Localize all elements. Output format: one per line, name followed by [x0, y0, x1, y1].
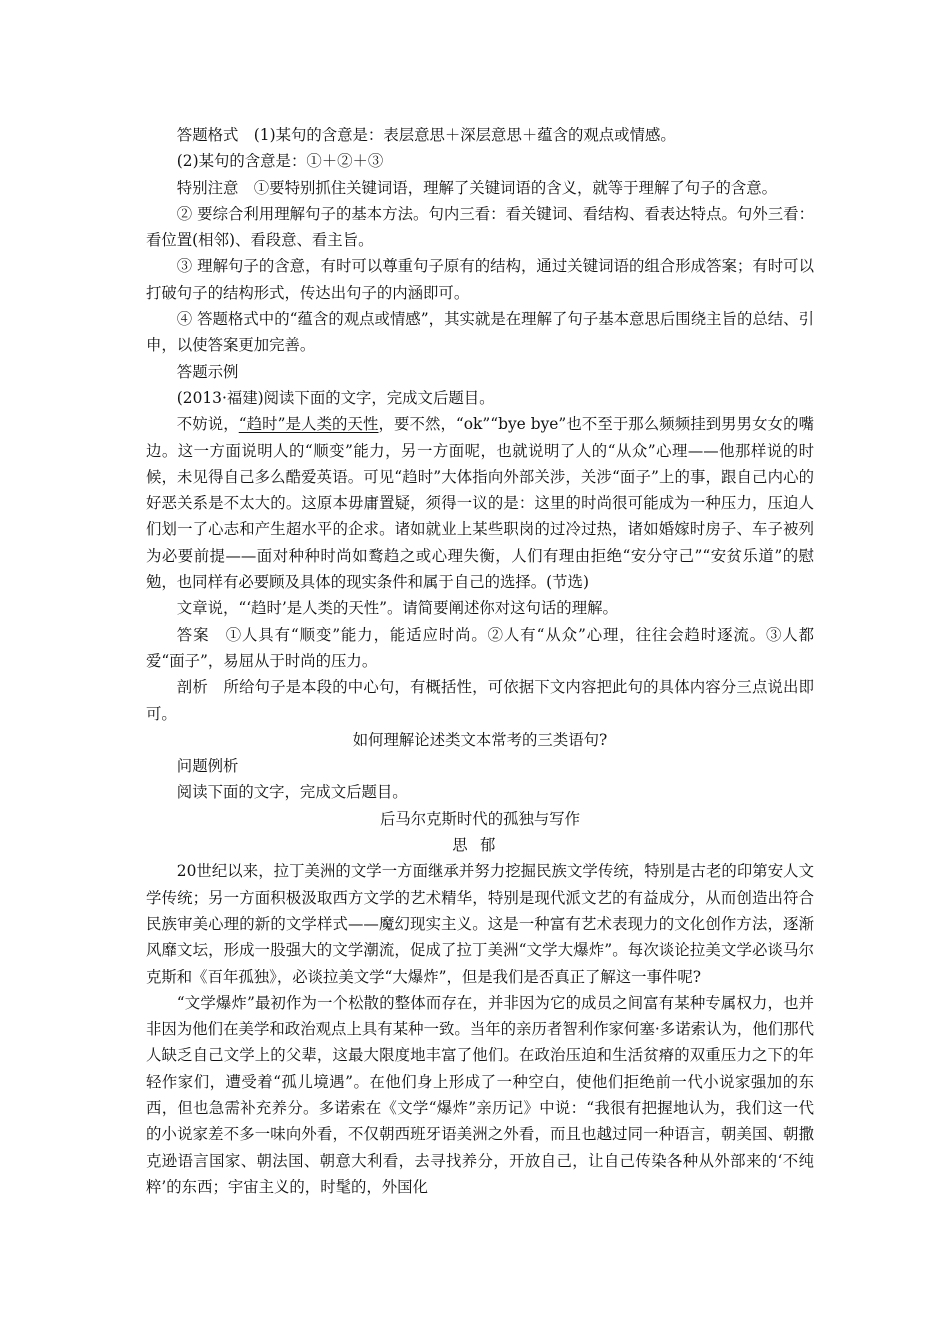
reading-instruction: 阅读下面的文字，完成文后题目。	[176, 783, 408, 802]
underlined-sentence: “趋时”是人类的天性	[238, 415, 379, 434]
special-note-2: ② 要综合利用理解句子的基本方法。句内三看：看关键词、看结构、看表达特点。句外三看：看位置(相邻)、看段意、看主旨。	[146, 204, 814, 250]
answer-format-1: 答题格式 (1)某句的含意是：表层意思＋深层意思＋蕴含的观点或情感。	[176, 126, 676, 144]
answer-format-label: 答题格式	[176, 126, 239, 144]
answer-label: 答案	[176, 625, 210, 644]
section-heading: 如何理解论述类文本常考的三类语句?	[352, 730, 608, 749]
problem-label: 问题例析	[176, 757, 239, 776]
special-note-label: 特别注意	[176, 178, 239, 197]
special-note-4: ④ 答题格式中的“蕴含的观点或情感”，其实就是在理解了句子基本意思后围绕主旨的总结、引申，以使答案更加完善。	[146, 310, 814, 355]
answer-format-2: (2)某句的含意是：①＋②＋③	[176, 152, 384, 171]
article-title: 后马尔克斯时代的孤独与写作	[379, 809, 581, 828]
document-page	[146, 122, 814, 1200]
article-paragraph-2: “文学爆炸”最初作为一个松散的整体而存在，并非因为它的成员之间富有某种专属权力，也并非因为他们在美学和政治观点上具有某种一致。当年的亲历者智利作家何塞·多诺索认为，他们那代人缺乏自己文学上的父辈，这最大限度地丰富了他们。在政治压迫和生活贫瘠的双重压力之下的年轻作家们，遭受着“孤儿境遇”。在他们身上形成了一种空白，使他们拒绝前一代小说家强加的东西，但也急需补充养分。多诺索在《文学“爆炸”亲历记》中说：“我很有把握地认为，我们这一代的小说家差不多一味向外看，不仅朝西班牙语美洲之外看，而且也越过同一种语言，朝美国、朝撒克逊语言国家、朝法国、朝意大利看，去寻找养分，开放自己，让自己传染各种从外部来的‘不纯粹’的东西；宇宙主义的，时髦的，外国化	[146, 993, 814, 1196]
example-analysis: 剖析 所给句子是本段的中心句，有概括性，可依据下文内容把此句的具体内容分三点说出即可。	[146, 678, 814, 723]
example-source: (2013·福建)阅读下面的文字，完成文后题目。	[176, 388, 495, 407]
special-note-3: ③ 理解句子的含意，有时可以尊重句子原有的结构，通过关键词语的组合形成答案；有时可以打破句子的结构形式，传达出句子的内涵即可。	[146, 257, 814, 302]
analysis-label: 剖析	[176, 678, 208, 697]
article-paragraph-1: 20世纪以来，拉丁美洲的文学一方面继承并努力挖掘民族文学传统，特别是古老的印第安人文学传统；另一方面积极汲取西方文学的艺术精华，特别是现代派文艺的有益成分，从而创造出符合民族审美心理的新的文学样式——魔幻现实主义。这是一种富有艺术表现力的文化创作方法，逐渐风靡文坛，形成一股强大的文学潮流，促成了拉丁美洲“文学大爆炸”。每次谈论拉美文学必谈马尔克斯和《百年孤独》，必谈拉美文学“大爆炸”，但是我们是否真正了解这一事件呢?	[146, 862, 814, 986]
article-author: 思郁	[452, 836, 508, 855]
example-label: 答题示例	[176, 362, 239, 381]
example-answer: 答案 ①人具有“顺变”能力，能适应时尚。②人有“从众”心理，往往会趋时逐流。③人都爱“面子”，易屈从于时尚的压力。	[146, 625, 814, 670]
special-note-1: 特别注意 ①要特别抓住关键词语，理解了关键词语的含义，就等于理解了句子的含意。	[176, 178, 778, 197]
example-question: 文章说，“‘趋时’是人类的天性”。请简要阐述你对这句话的理解。	[176, 599, 618, 618]
example-passage: 不妨说，“趋时”是人类的天性，要不然，“ok”“bye bye”也不至于那么频频挂到男男女女的嘴边。这一方面说明人的“顺变”能力，另一方面呢，也就说明了人的“从众”心理——他那样说的时候，未见得自己多么酷爱英语。可见“趋时”大体指向外部关涉，关涉“面子”上的事，跟自己内心的好恶关系是不太大的。这原本毋庸置疑，须得一议的是：这里的时尚很可能成为一种压力，压迫人们划一了心志和产生超水平的企求。诸如就业上某些职岗的过冷过热，诸如婚嫁时房子、车子被列为必要前提——面对种种时尚如鹜趋之或心理失衡，人们有理由拒绝“安分守己”“安贫乐道”的慰勉，也同样有必要顾及具体的现实条件和属于自己的选择。(节选)	[146, 415, 814, 592]
